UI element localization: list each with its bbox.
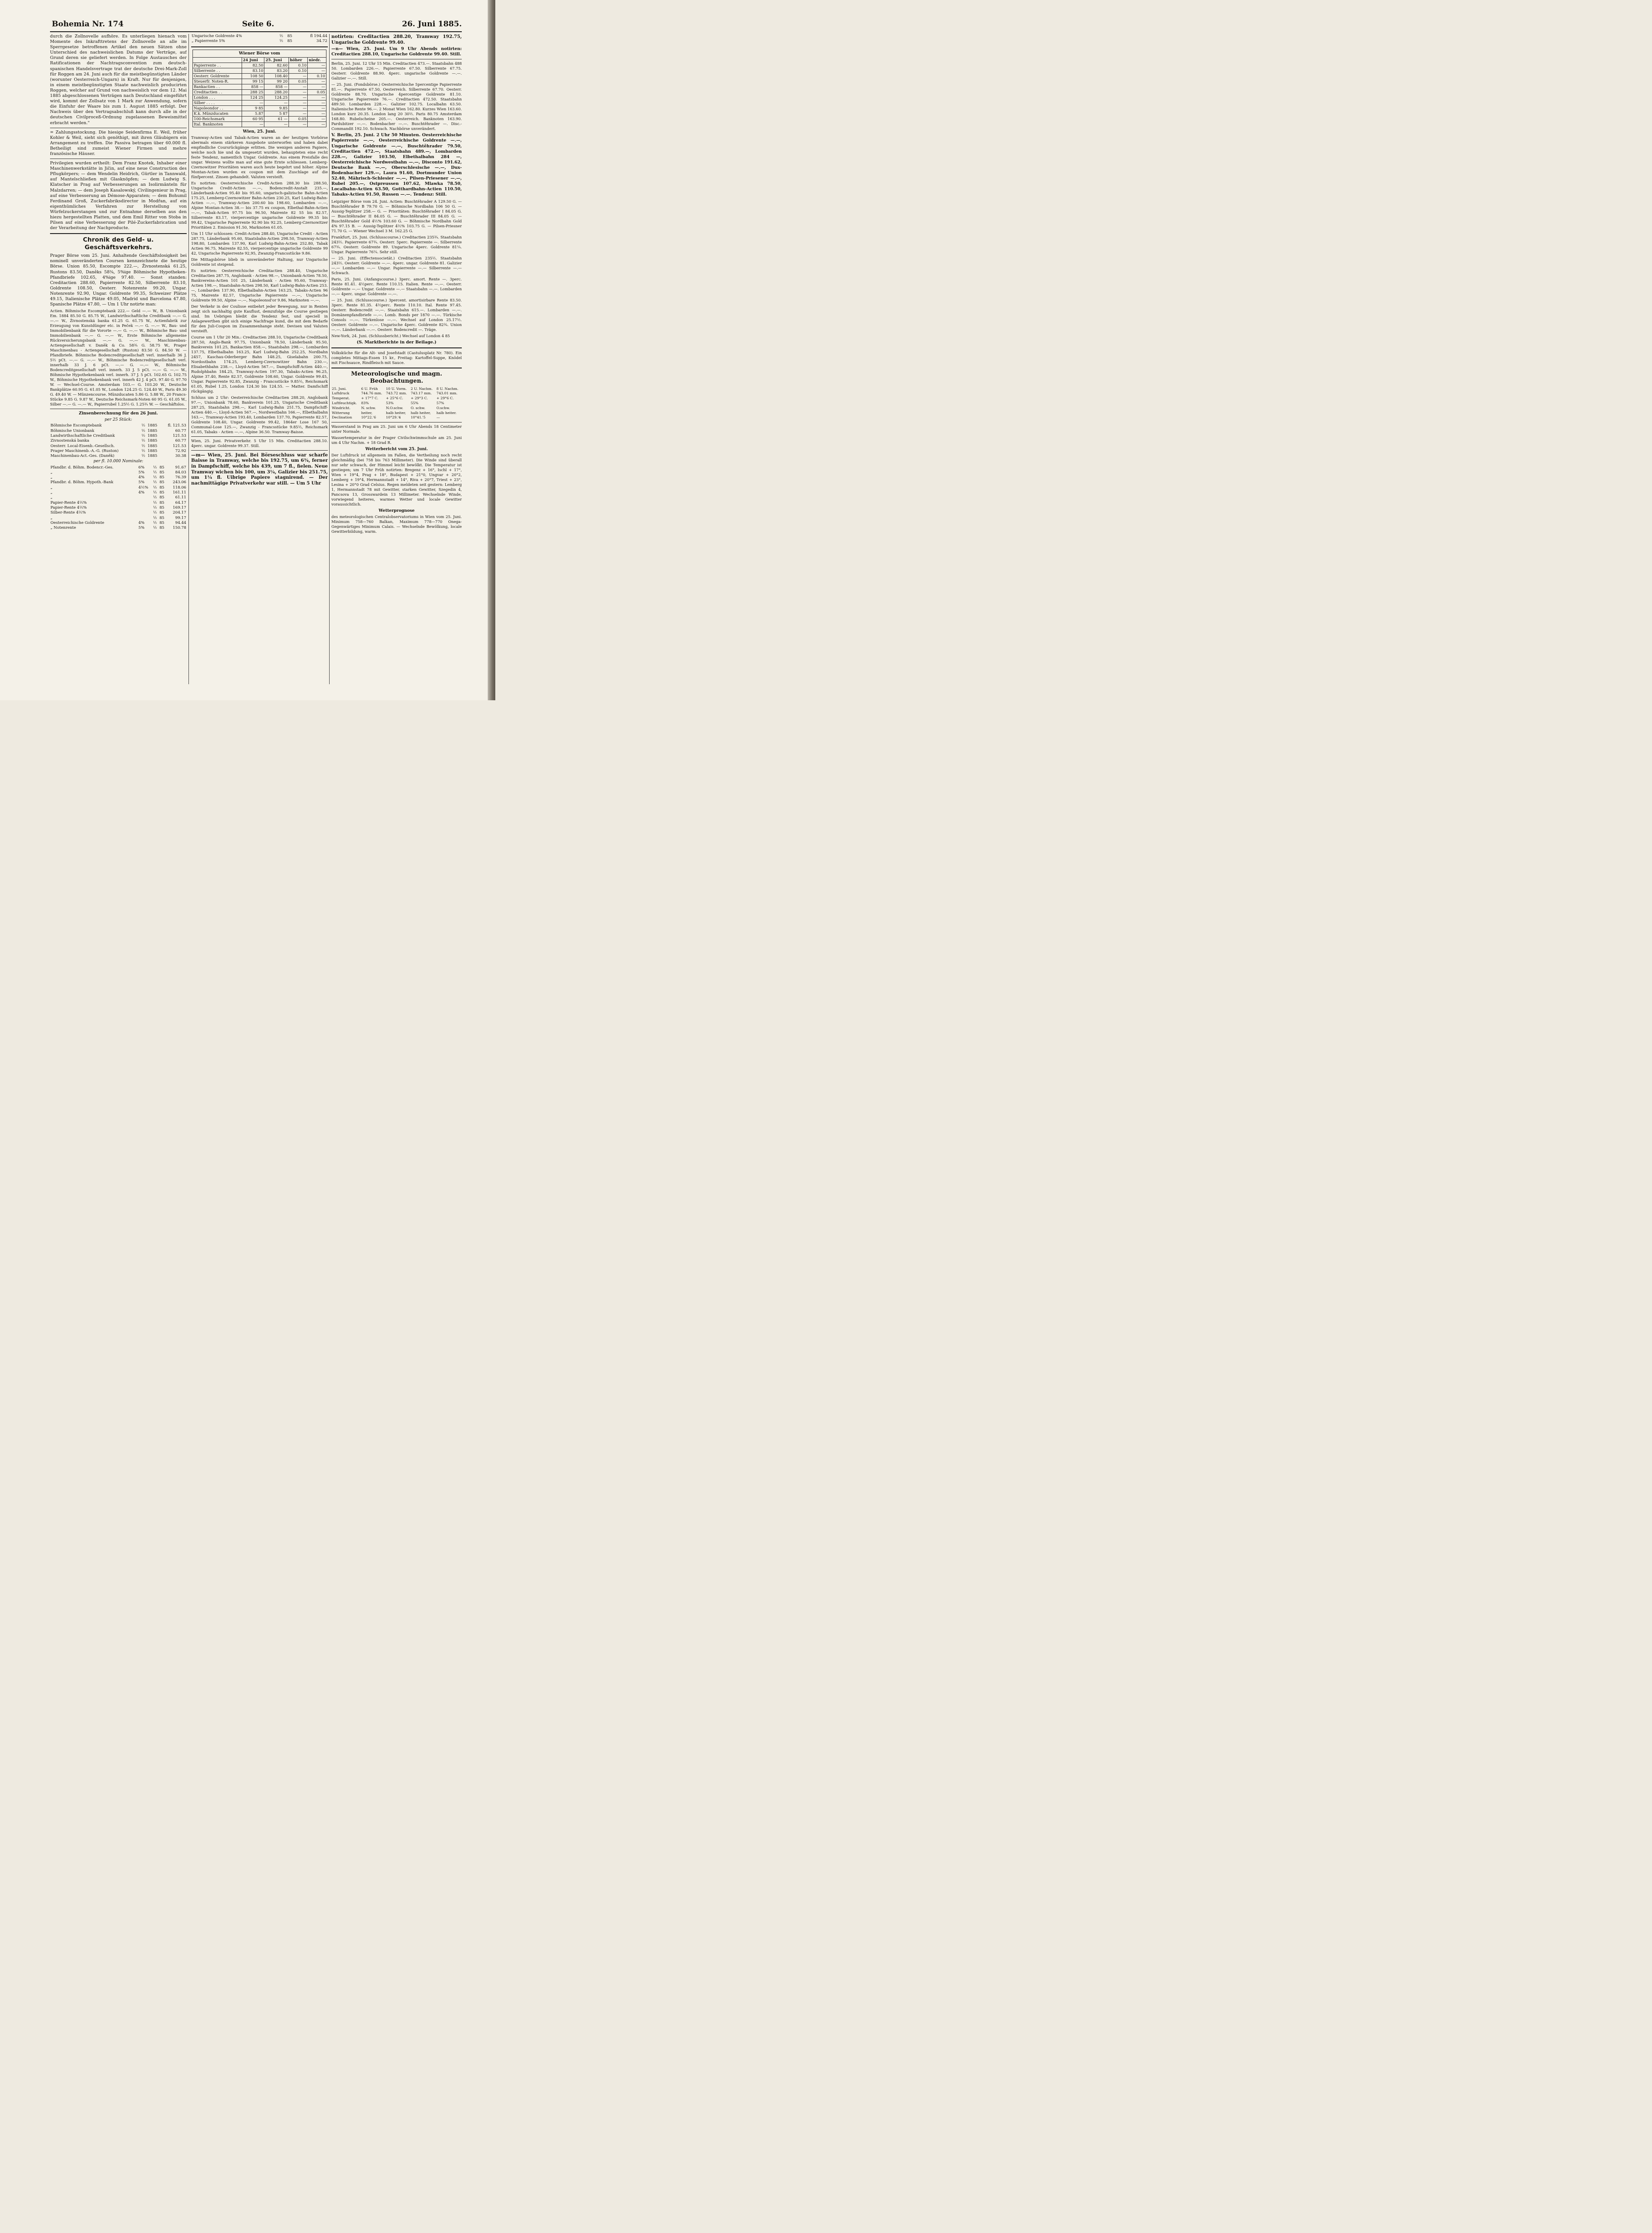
zinsen-subtitle: per fl. 10.000 Nominale: — [93, 459, 143, 464]
table-row: Oesterr. Local-Eisenb.-Gesellsch. ½ 1885 121.53 — [50, 443, 186, 448]
article-notirten: notirten: Creditactien 288.20, Tramway 192.75, Ungarische Goldrente 99.40. — [331, 34, 462, 45]
divider — [191, 46, 328, 47]
table-row: K.k. Münzducaten 5.87 5 87 — — — [193, 111, 326, 116]
table-row: Windricht. N. schw. N.O.schw. O. schw. O.schw. — [332, 406, 450, 410]
zinsen-table-nominale — [50, 465, 187, 531]
masthead-title: Bohemia Nr. 174 — [52, 20, 124, 29]
article-privilegien: Privilegien wurden ertheilt: Dem Franz Knotek, Inhaber einer Maschinenwerkstätte in Jičin, auf eine neue Construction des Pflugkörpers; — dem Wendelin Heidrich, Gürtler in Tannwald, auf Mantelschließen mit Glasknöpfen; — dem Ludwig S. Klatscher in Prag auf Verbesserungen an Isolirmänteln für Malzdarren; — dem Joseph Kasalowský, Civilingenieur in Prag, auf eine Verbesserung an Démose-Apparaten; — dem Bohumil Ferdinand Groß, Zuckerfabriksdirector in Modřan, auf ein eigenthümliches Verfahren zur Herstellung von Würfelzuckerstangen und zur Entnahme derselben aus den hiezu hergestellten Platten, und dem Emil Ritter von Stoba in Pilsen auf eine Verbesserung der Pilé-Zuckerfabrication und der Verarbeitung der Nachproducte. — [50, 161, 187, 231]
table-row: „ ½ 85 61.11 — [50, 495, 186, 500]
divider — [331, 347, 462, 348]
table-row: „ Papierrente 5% ½ 85 34.72 — [192, 39, 327, 44]
article-volkskueche: Volksküche für die Alt- und Josefstadt (Castulusplatz Nr. 780). Ein completes Mittags-Essen 15 kr., Freitag: Kartoffel-Suppe, Knödel mit Fischsauce, Rindfleisch mit Sauce. — [331, 350, 462, 365]
zinsen-table-stueck — [50, 423, 187, 459]
article-wien-privatverkehr: Wien, 25. Juni. Privatverkehr. 5 Uhr 15 Min. Creditactien 288.10. 4perc. ungar. Goldrente 99.37. Still. — [191, 438, 328, 448]
divider — [191, 450, 328, 451]
section-title-chronik: Chronik des Geld- u. Geschäftsverkehrs. — [83, 236, 154, 251]
article-prager-kurse: Actien. Böhmische Escomptebank 222.— Geld —.— W., B. Unionbank Em. 1884 85.50 G. 85.75 W., Landwirthschaftliche Creditbank —.— G. —.— W., Živnostenská banka 61.25 G. 61.75 W., Actienfabrik zur Erzeugung von Kunstdünger etc. in Peček —.— G. —.— W., Bau- und Immobilienbank für die Vororte —.— G. —.— W., Böhmische Bau- und Immobilienbank —.— G. —.— W., Erste Böhmische allgemeine Rückversicherungsbank —.— G. —.— W., Maschinenbau-Actiengesellschaft v. Daněk & Co. 58¾ G. 58.75 W., Prager Maschinenbau - Actiengesellschaft (Ruston) 83.50 G. 84.50 W. — Pfandbriefe. Böhmische Bodencreditgesellschaft verl. innerhalb 36 J. 5½ pCt. —.— G. —.— W., Böhmische Bodencreditgesellschaft verl. innerhalb 33 J. 6 pCt. —.— G. —.— W., Böhmische Bodencreditgesellschaft verl. innerh. 33 J. 5 pCt. —.— G. —.— W., Böhmische Hypothekenbank verl. innerh. 37 J. 5 pCt. 102.65 G. 102.75 W., Böhmische Hypothekenbank verl. innerh 42 J. 4 pCt. 97.40 G. 97.70 W. — Wechsel-Course. Amsterdam 103.— G. 103.20 W., Deutsche Bankplätze 60.95 G. 61.05 W., London 124.25 G. 124.40 W., Paris 49.30 G. 49.40 W. — Münzencourse. Münzducaten 5.86 G. 5.88 W., 20 Francs-Stücke 9.85 G. 9.87 W., Deutsche Reichsmark-Noten 60 95 G. 61.05 W., Silber —.— G. —.— W., Papierrubel 1.25½ G. 1.25¾ W. — Geschäftslos. — [50, 309, 187, 407]
table-row: Silber . . . . — — — — — [193, 100, 326, 105]
page-header — [50, 18, 462, 32]
divider — [191, 436, 328, 437]
table-row: Pfandbr. d. Böhm. Hypoth.-Bank 5% ½ 85 243.06 — [50, 480, 186, 485]
wetterbericht-heading: Wetterbericht vom 25. Juni. — [365, 447, 428, 452]
article-wien-notirten-2: Es notirten: Oesterreichische Creditactien 288.40, Ungarische Creditactien 287.75, Anglobank - Actien 98.—, Unionbank-Actien 78.50, Bankvereins-Actien 101 25, Länderbank - Actien 95.60, Tramway-Actien 198.—, Staatsbahn-Actien 298.50, Karl Ludwig-Bahn-Actien 253.—, Lombarden 137.90, Elbethalbahn-Actien 163.25, Tabaks-Actien 96 75, Mairente 82.57, Ungarische Papierrente —.—, Ungarische Goldrente 99.50, Alpine —.—, Napoleonsd'or 9.86, Marknoten —.—. — [191, 268, 328, 302]
table-row: Temperat. + 17°7 C. + 25°6 C. + 29°3 C. + 29°6 C. — [332, 396, 454, 401]
table-row: Creditactien . . 288 25 288.20 — 0.05 — [193, 89, 326, 95]
section-title-meteorologie: Meteorologische und magn. Beobachtungen. — [351, 370, 442, 385]
article-wien-course: Course um 1 Uhr 20 Min.: Creditactien 288.10, Ungarische Creditbank 287.50, Anglo-Bank 97.75, Unionbank 78.50, Länderbank 95.50, Bankverein 101.25, Bankactien 858.—, Staatsbahn 298.—, Lombarden 137.75, Elbethalbahn 163.25, Karl Ludwig-Bahn 252.25, Nordbahn 2457, Kaschau-Oderberger Bahn 148.25, Giselabahn 200.75, Nordostbahn 174.25, Lemberg-Czernowitzer Bahn 230.—, Elisabethbahn 238.—, Lloyd-Actien 567.—, Dampfschiff-Actien 440.—, Rudolphbahn 184.25, Tramway-Actien 197.30, Tabaks-Actien 96.25, Alpine 37.40, Rente 82.57, Goldrente 108.60, Ungar. Goldrente 99.45, Ungar. Papierrente 92.85, Zwanzig - Francsstücke 9.85½, Reichsmark 61.05, Rubel 1.25, London 124.30 bis 124.55. — Matter. Damfschiff rückgängig. — [191, 335, 328, 393]
table-row: Böhmische Unionbank ½ 1885 60.77 — [50, 428, 186, 433]
table-row: Prager Maschinenb.-A.-G. (Ruston) ½ 1885 72.92 — [50, 448, 186, 453]
table-row: Declination 10°22.'6 10°29.'4 10°41.'5 — — [332, 415, 440, 420]
article-wien-vorboerse: Tramway-Actien und Tabak-Actien waren an der heutigen Vorbörse abermals einem stärkeren Ausgebote unterworfen und haben dabei empfindliche Coursrückgänge erlitten. Die wenigen anderen Papiere, welche noch hie und da umgesetzt wurden, behaupteten eine recht feste Tendenz, namentlich Ungar. Goldrente. Aus einem Preisfalle des ungar. Weizens wollte man auf eine gute Ernte schliessen. Lemberg-Czernowitzer Prioritäten waren auch heute begehrt und höher. Alpine Montan-Actien wurden ex coupon mit dem Zuschlage auf die fünfpercent. Zinsen gehandelt. Valuten versteift. — [191, 135, 328, 179]
zinsen-table-continued — [191, 34, 328, 44]
divider — [50, 233, 187, 234]
table-row: Papier-Rente 4⅕% ½ 85 64.17 — [50, 500, 186, 505]
table-row: Bankactien . . 858 — 858 — — — — [193, 84, 326, 89]
table-row: Luftfeuchtigk. 83% 53% 55% 57% — [332, 401, 444, 405]
table-row: Ungarische Goldrente 4% ½ 85 fl 194.44 — [192, 34, 327, 38]
table-row: „ 4% ½ 85 161.11 — [50, 490, 186, 495]
article-berlin: Berlin, 25. Juni. 12 Uhr 15 Min. Creditactien 473.—. Staatsbahn 488 50. Lombarden 226.—. Papierrente 67.50. Silberrente 67.75. Oesterr. Goldrente 88.90. 4perc. ungarische Goldrente —.—. Galizier —.—. Still. — [331, 61, 462, 81]
zinsen-subtitle: per 25 Stück: — [105, 418, 132, 422]
article-wien-abends: —n— Wien, 25. Juni. Um 9 Uhr Abends notirten: Creditactien 288.10, Ungarische Goldrente 99.40. Still. — [331, 46, 462, 57]
article-paris-schluss: — 25. Juni. (Schlusscourse.) 3percent. amortisirbare Rente 83.50. 3perc. Rente 81.35. 4½perc. Rente 110.10. Ital. Rente 97.45. Oesterr. Bodencredit —.—. Staatsbahn 615.—. Lombarden —.—. Domänenpfandbriefe —.—. Lomb. Bonds per 1870 —.—. Türkische Consols —.—. Türkenlose —.—. Wechsel auf London 25.17½. Oesterr. Goldrente —.—. Ungarische 4perc. Goldrente 82¾. Union —.—. Länderbank —.—. Oesterr. Bodencredit —. Träge. — [331, 297, 462, 332]
table-row: Landwirthschaftliche Creditbank ½ 1885 121.53 — [50, 434, 186, 438]
table-row: Oesterr. Goldrente 108 50 108.40 — 0.10 — [193, 73, 326, 79]
table-row: 25. Juni. 6 U. Früh 10 U. Vorm. 2 U. Nachm. 8 U. Nachm. — [332, 386, 459, 391]
table-row: Steuerfr. Noten-R. 99 15 99 20 0.05 — — [193, 79, 326, 84]
wiener-boerse-caption: Wiener Börse vom — [192, 50, 326, 57]
article-wien-boerseschluss: —m— Wien, 25. Juni. Bei Börseschluss war scharfe Baisse in Tramway, welche bis 192.75, um 6¾, ferner in Dampfschiff, welche bis 439, um 7 fl., fielen. Neue Tramway wichen bis 100, um 3¼, Galizier bis 251.75, um 1¼ fl. Uibrige Papiere stagnirend. — Der nachmittägige Privatverkehr war still. — Um 5 Uhr — [191, 452, 328, 486]
article-wien-notirten: Es notirten: Oesterreichische Credit-Actien 288.30 bis 288.50, Ungarische Credit-Actien —.—, Bodencredit-Anstalt 235.—, Länderbank-Actien 95.40 bis 95.60, ungarisch-galizische Bahn-Actien 175.25, Lemberg-Czernowitzer Bahn-Actien 230.25, Karl Ludwig-Bahn-Actien —.—, Tramway-Actien 200.60 bis 198.60, Lombarden —.—, Alpine Montan-Actien 38.— bis 37.75 ex coupon, Elbethal-Bahn-Actien —.—, Tabak-Actien 97.75 bis 96.50, Mairente 82 55 bis 82.57, Silberrente 83.17, vierpercentige ungarische Goldrente 99.35 bis 99.42, Ungarische Papierrente 92.90 bis 92.25, Lemberg-Czernowitzer Prioritäten 2. Emission 91.50, Marknoten 61.05. — [191, 180, 328, 230]
table-row: Papierrente . . 82.50 82.60 0.10 — — [193, 63, 326, 68]
article-wien-coulisse: Der Verkehr in der Coulisse entbehrt jeder Bewegung, nur in Renten zeigt sich nachhaltig gute Kauflust, demzufolge die Course gestiegen sind. Im Uebrigen bleibt die Tendenz fest, und speciell in Anlagewerthen gibt sich einige Nachfrage kund, die mit dem Bedarfe für den Juli-Coupon im Zusammenhange steht. Devisen und Valuten versteift. — [191, 304, 328, 333]
article-leipzig: Leipziger Börse vom 24. Juni. Actien: Buschtěhrader A 129.50 G. — Buschtěhrader B 79.70 G. — Böhmische Nordbahn 106 50 G. — Aussig-Teplitzer 258.— G. — Prioritäten: Buschtěhrader I 84.05 G. — Buschtěhrader II 84.05 G. — Buschtěhrader III 84.05 G. — Buschtěhrader Gold 4½% 103.60 G. — Böhmische Nordbahn Gold 4% 97.15 B. — Aussig-Teplitzer 4½% 103.75 G. — Pilsen-Priesner 71.70 G. — Wiener Wechsel 3 M. 162.25 G. — [331, 199, 462, 233]
article-wassertemperatur: Wassertemperatur in der Prager Civilschwimmschule am 25. Juni um 4 Uhr Nachm. + 18 Grad R. — [331, 435, 462, 445]
article-new-york: New-York, 24. Juni. (Schlussbericht.) Wechsel auf London 4 85 — [331, 333, 450, 338]
wiener-boerse-table — [192, 50, 326, 127]
table-row: Witterung heiter, halb heiter, halb heiter, halb heiter. — [332, 410, 457, 415]
table-row: „ Notenrente 5% ½ 85 150.78 — [50, 526, 186, 531]
newspaper-page — [0, 0, 488, 700]
table-row: Papier-Rente 4⅕% ½ 85 169.17 — [50, 505, 186, 510]
wetterprognose-heading: Wetterprognose — [378, 509, 415, 514]
table-row: 100-Reichsmark 60 95 61 — 0.05 — — [193, 116, 326, 121]
marktberichte-note: (S. Marktberichte in der Beilage.) — [356, 339, 437, 345]
column-1 — [50, 34, 187, 684]
table-row: Napoleondor . . 9 85 9.85 — — — [193, 105, 326, 111]
page-edge-shadow — [488, 0, 495, 700]
article-frankfurt: Frankfurt, 25. Juni. (Schlusscourse.) Creditactien 235¾. Staatsbahn 243½. Papierrente 67¾. Oesterr. 5perc. Papierrente —. Silberrente 67¾. Oesterr. Goldrente 89. Ungarische 4perc. Goldrente 81¼. Ungar. Papierrente 76¼. Sehr still. — [331, 234, 462, 254]
table-row: Oesterreichische Goldrente 4% ½ 85 94.44 — [50, 520, 186, 525]
article-wasserstand: Wasserstand in Prag am 25. Juni um 6 Uhr Abends 18 Centimeter unter Normale. — [331, 424, 462, 434]
header-rule — [50, 31, 462, 32]
article-berlin-v: V. Berlin, 25. Juni. 2 Uhr 50 Minuten. Oesterreichische Papierrente —.—, Oesterreichische Goldrente —.—, Ungarische Goldrente —.—, Buschtěhrader 79.50, Creditactien 472.—, Staatsbahn 489.—, Lombarden 228.—, Galizier 103.50, Elbethalbahn 284 —, Oesterreichische Nordwestbahn —.—, Disconto 191.62, Deutsche Bank —.—, Oberschlesische —.—, Dux-Bodenbacher 129.—, Laura 91.60, Dortmunder Union 52.40, Mährisch-Schlesier —.—, Pilsen-Priesener —.—, Rubel 205.—, Ostpreussen 107.62, Mlawka 78.50, Localbahn-Actien 63.50, Gotthardbahn-Actien 110.50, Tabaks-Actien 91.50, Russen —.—. Tendenz: Still. — [331, 133, 462, 197]
table-row: Ital. Banknoten — — — — — [193, 121, 326, 127]
table-header-row: 24 Juni 25. Juni höher niedr. — [193, 57, 326, 63]
table-row: „ 4½% ½ 85 118.06 — [50, 485, 186, 490]
column-2 — [191, 34, 328, 684]
table-row: Pfandbr. d. Böhm. Bodencr.-Ges. 6% ½ 85 91.67 — [50, 465, 186, 470]
table-row: „ ½ 85 99.17 — [50, 515, 186, 520]
table-row: Silberrente . . 83.10 83.20 0.10 — — [193, 68, 326, 73]
article-wien-schluss: Schluss um 2 Uhr: Oesterreichische Creditactien 288.20, Anglobank 97.—, Unionbank 78.60, Bankverein 101.25, Ungarische Creditbank 287.25, Staatsbahn 298.—, Karl Ludwig-Bahn 251.75, Dampfschiff-Actien 440.—, Lloyd-Actien 567.—, Nordwestbahn 166.—, Elbethalbahn 163.—, Tramway-Actien 193.40, Lombarden 137.70, Papierrente 82.57, Goldrente 108.40, Ungar. Goldrente 99.42, 1864er Lose 167 50, Communal-Lose 125.—, Zwanzig - Francsstücke 9.85½, Reichsmark 61.05, Tabaks - Actien —.—, Alpine 36.50. Tramway-Baisse. — [191, 395, 328, 434]
article-wien-mittag: Die Mittagsbörse blieb in unveränderter Haltung, nur Ungarische Goldrente ist steigend. — [191, 257, 328, 267]
table-row: „ 5% ½ 85 84.03 — [50, 470, 186, 475]
article-frankfurt-effecten: — 25. Juni. (Effectensocietät.) Creditactien 235½. Staatsbahn 243½. Oesterr. Goldrente —.—. 4perc. ungar. Goldrente 81. Galizier —.— Lombarden —.— Ungar. Papierrente —.— Silberrente —.— Schwach. — [331, 255, 462, 275]
meteorology-table — [331, 387, 462, 421]
article-wetterbericht: Der Luftdruck ist allgemein im Fallen, die Vertheilung noch recht gleichmäßig (bei 758 bis 763 Millimeter). Die Winde sind überall nur sehr schwach, der Himmel leicht bewölkt. Die Temperatur ist gestiegen; um 7 Uhr Früh notirten: Bregenz + 16°, Ischl + 17°, Wien + 19°4, Prag + 18°, Budapest + 21°0, Ungvar + 20°2, Lemberg + 19°4, Hermannstadt + 14°, Riva + 20°7, Triest + 23°, Lesina + 20°0 Grad Celsius. Regen meldeten seit gestern: Lemberg 1, Hermannstadt 78 mit Gewitter, starken Gewitter, Szegedin 4, Pancsova 13, Grosswardein 13 Millimeter. Wechselnde Winde, vorwiegend heiteres, warmes Wetter und locale Gewitter voraussichtlich. — [331, 453, 462, 507]
wien-heading: Wien, 25. Juni. — [243, 129, 276, 134]
column-3 — [331, 34, 462, 684]
article-berlin-fondsboerse: — 25. Juni. (Fondsbörse.) Oesterreichische 5percentige Papierrente 81.—. Papierrente 67.50, Oesterreich. Silberrente 67.70. Oesterr. Goldrente 88.70. Ungarische 4percentige Goldrente 81.10. Ungarische Papierrente 76.—. Creditactien 472.50. Staatsbahn 489.50. Lombarden 228.—. Galizier 102.75. Localbahn 63.50. Italienische Rente 96.—. 2 Monat Wien 162.80. Kurzes Wien 163.60. London kurz 20.35. London lang 20 30½. Paris 80.75 Amsterdam 168.80. Rubelscheine 205.—. Oesterreich. Banknoten 163.90. Pardubitzer —.—. Bodenbacher —.—. Buschtěhrader —. Disc.-Commandit 192.10. Schwach. Nachbörse unverändert. — [331, 82, 462, 131]
article-paris: Paris, 25. Juni. (Anfangscourse.) 3perc. amort. Rente —. 3perc. Rente 81.41. 4½perc. Rente 110.15. Italien. Rente —.—. Oesterr. Goldrente —.— Ungar. Goldrente —.— Staatsbahn —.—. Lombarden —.— 4perc. ungar. Goldrente —.—. — [331, 276, 462, 296]
table-row: Zivnostenská banka ½ 1885 60.77 — [50, 439, 186, 443]
page-number: Seite 6. — [242, 20, 274, 29]
table-row: Böhmische Escomptebank ½ 1885 fl. 121.53 — [50, 423, 186, 428]
table-row: Luftdruck 744.76 mm. 743.72 mm. 743.17 mm. 743.01 mm. — [332, 391, 458, 396]
article-zollnovelle: durch die Zollnovelle aufhöre. Es unterliegen hienach vom Momente des Inkrafttretens der Zollnovelle an alle im Sperrgesetze betroffenen Artikel den neuen Sätzen ohne Unterschied des nachweislichen Datums der Verträge, auf Grund deren sie geliefert werden. In Folge Austausches der Ratificationen der Nachtragsconvention zum deutsch-spanischen Handelsvertrage trat der deutsche Drei-Mark-Zoll für Roggen am 24. Juni auch für die meistbegünstigten Länder (worunter Oesterreich-Ungarn) in Kraft. Nur für denjenigen, in einem meistbegünstigten Staate nachweislich producirten Roggen, welcher auf Grund von nachweislich vor dem 12. Mai 1885 abgeschlossenen Verträgen nach Deutschland eingeführt wird, kommt der Zollsatz von 1 Mark zur Anwendung, sofern die Einfuhr der Waare bis zum 1. August 1885 erfolgt. Der Nachweis über den Vertragsabschluß kann durch alle in der deutschen Civilproceß-Ordnung zugelassenen Beweismittel erbracht werden." — [50, 34, 187, 125]
table-row: „ 4% ½ 85 76.39 — [50, 475, 186, 480]
table-row: Silber-Rente 4⅕% ½ 85 204.17 — [50, 510, 186, 515]
article-wetterprognose: des meteorologischen Centralobservatoriums in Wien vom 25. Juni. Minimum 758—760 Balkan, Maximum 778—770 Onega-Gegenwärtiges Minimum Calais. — Wechselnde Bewölkung, locale Gewitterbildung, warm. — [331, 514, 462, 534]
table-row: London . . . 124 25 124.25 — — — [193, 95, 326, 100]
zinsen-title: Zinsenberechnung für den 26 Juni. — [79, 411, 158, 416]
article-prager-boerse: Prager Börse vom 25. Juni. Anhaltende Geschäftslosigkeit bei nominell unveränderten Coursen kennzeichnete die heutige Börse. Union 85.50, Escompte 222.—, Živnostenská 61.25, Rustons 83.50, Daněks 58¾, 5%ige Böhmische Hypotheken-Pfandbriefe 102.65, 4%ige 97.40. — Sonst standen: Creditactien 288.60, Papierrente 82.50, Silberrente 83.10, Goldrente 108.50, Oesterr. Notenrente 99.20, Ungar. Notenrente 92.90, Ungar. Goldrente 99.35, Schweizer Plätze 49.15, Italienische Plätze 49.05, Madrid und Barcelona 47.80, Spanische Plätze 47.80, — Um 1 Uhr notirte man: — [50, 253, 187, 307]
article-wien-11uhr: Um 11 Uhr schlossen: Credit-Actien 288.40, Ungarische Credit - Actien 287.75, Länderbank 95.60, Staatsbahn-Actien 298.50, Tramway-Actien 198.80, Lombarden 137.90, Karl Ludwig-Bahn-Actien 252.80, Tabak Actien 96.75, Mairente 82.55, vierpercentige ungarische Goldrente 99 42, Ungarische Papierrente 92,95, Zwanzig-Francsstücke 9.86. — [191, 231, 328, 255]
column-divider — [329, 34, 330, 684]
table-row: Maschinenbau-Act.-Ges. (Daněk) ½ 1885 30.38 — [50, 454, 186, 459]
issue-date: 26. Juni 1885. — [402, 20, 462, 29]
article-zahlungsstockung: = Zahlungsstockung. Die hiesige Seidenfirma E. Weil, früher Kohler & Weil, sieht sich genöthigt, mit ihren Gläubigern ein Arrangement zu treffen. Die Passiva betragen über 60.000 fl. Betheiligt sind zumeist Wiener Firmen und mehre französische Häuser. — [50, 130, 187, 156]
column-divider — [188, 34, 189, 684]
